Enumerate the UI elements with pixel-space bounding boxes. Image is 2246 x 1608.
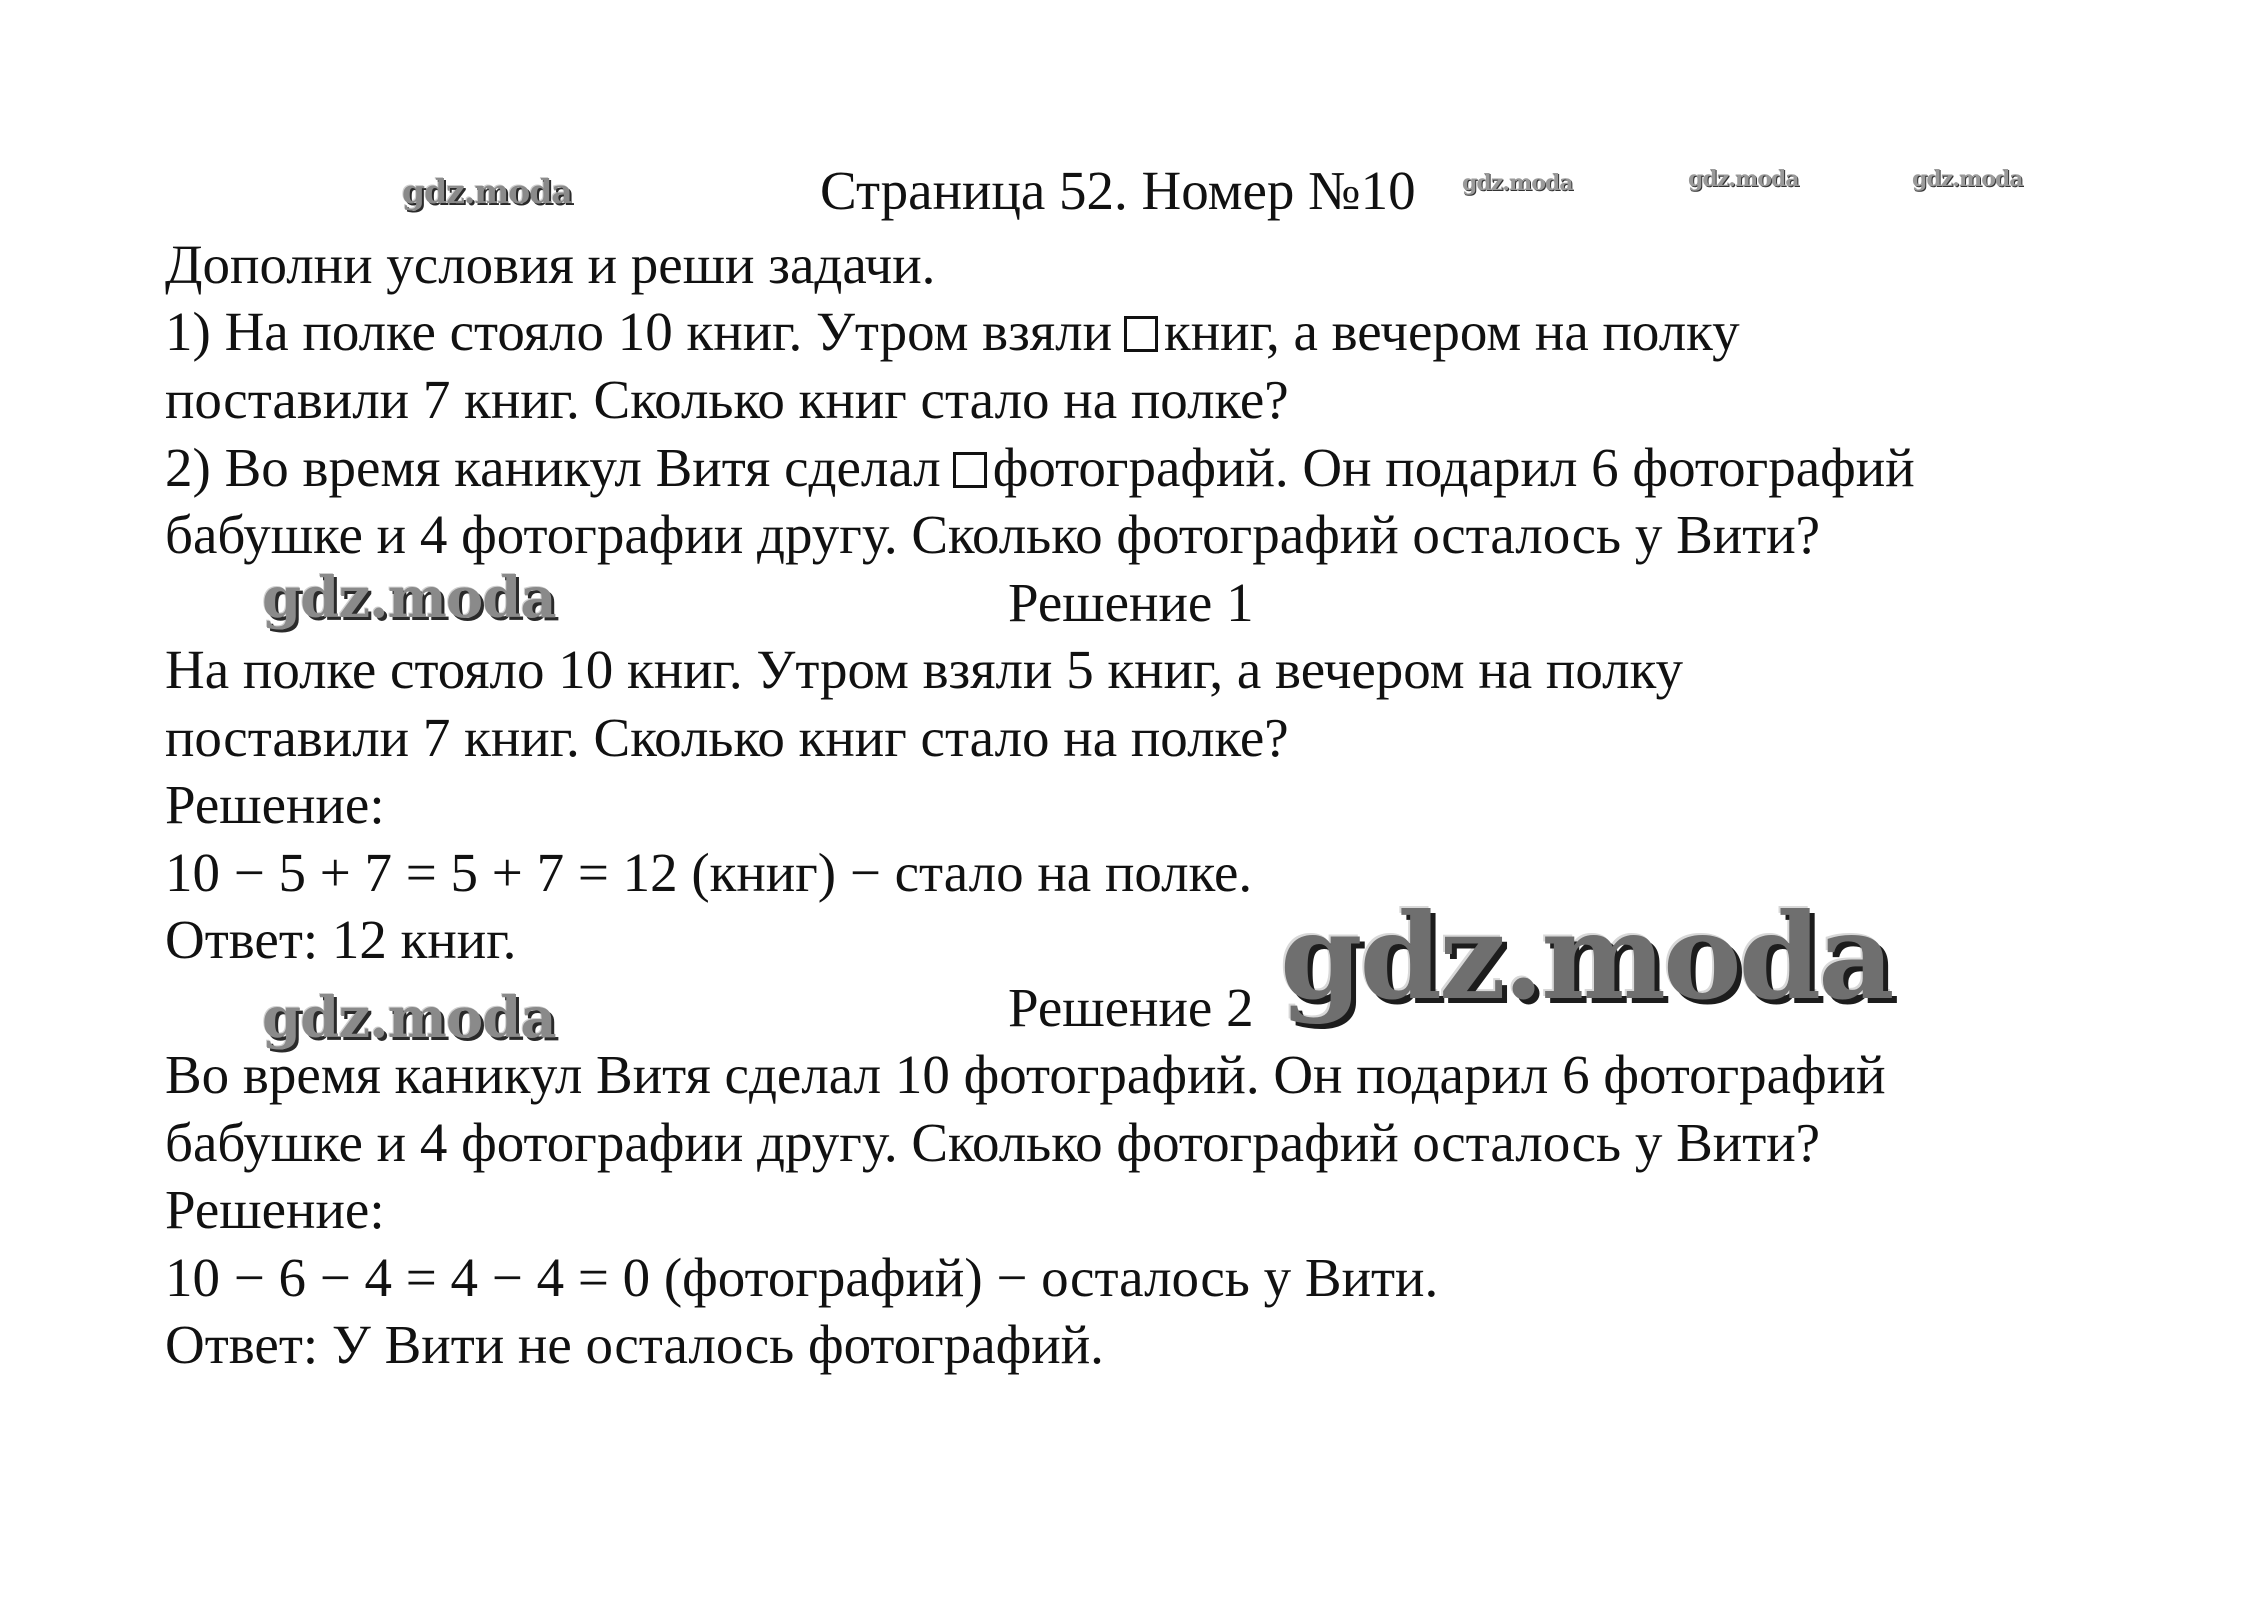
task-item-1 xyxy=(165,301,1740,362)
task-item-2-line-2: бабушке и 4 фотографии другу. Сколько фотографий осталось у Вити? xyxy=(165,504,1821,565)
task-item-2-text-b: фотографий. Он подарил 6 фотографий xyxy=(992,437,1915,498)
watermark-top-mid: gdz.moda xyxy=(1462,170,1573,196)
task-instruction: Дополни условия и реши задачи. xyxy=(165,234,936,295)
solution-2-line-2: бабушке и 4 фотографии другу. Сколько фотографий осталось у Вити? xyxy=(165,1112,1821,1173)
solution-2-line-1: Во время каникул Витя сделал 10 фотографий. Он подарил 6 фотографий xyxy=(165,1044,1886,1105)
task-item-1-text-a: 1) На полке стояло 10 книг. Утром взяли xyxy=(165,301,1113,362)
watermark-solution1: gdz.moda xyxy=(262,565,556,631)
solution-1-line-2: поставили 7 книг. Сколько книг стало на полке? xyxy=(165,707,1289,768)
solution-1-label: Решение: xyxy=(165,774,385,835)
solution-1-calc: 10 − 5 + 7 = 5 + 7 = 12 (книг) − стало на полке. xyxy=(165,842,1253,903)
watermark-large: gdz.moda xyxy=(1280,887,1892,1026)
solution-1-answer: Ответ: 12 книг. xyxy=(165,909,517,970)
watermark-top-right-1: gdz.moda xyxy=(1688,166,1799,192)
task-item-1-text-b: книг, а вечером на полку xyxy=(1164,301,1740,362)
solution-2-answer: Ответ: У Вити не осталось фотографий. xyxy=(165,1314,1104,1375)
solution-2-heading: Решение 2 xyxy=(1008,977,1254,1038)
solution-1-line-1: На полке стояло 10 книг. Утром взяли 5 книг, а вечером на полку xyxy=(165,639,1684,700)
blank-box-icon xyxy=(953,452,987,488)
task-item-2 xyxy=(165,437,1915,498)
solution-1-heading: Решение 1 xyxy=(1008,572,1254,633)
task-item-2-text-a: 2) Во время каникул Витя сделал xyxy=(165,437,941,498)
page-title: Страница 52. Номер №10 xyxy=(820,160,1416,221)
watermark-top-right-2: gdz.moda xyxy=(1912,166,2023,192)
watermark-top-left: gdz.moda xyxy=(402,172,572,211)
solution-2-label: Решение: xyxy=(165,1179,385,1240)
task-item-1-line-2: поставили 7 книг. Сколько книг стало на полке? xyxy=(165,369,1289,430)
watermark-solution2: gdz.moda xyxy=(262,985,556,1051)
solution-2-calc: 10 − 6 − 4 = 4 − 4 = 0 (фотографий) − осталось у Вити. xyxy=(165,1247,1439,1308)
blank-box-icon xyxy=(1124,316,1158,352)
